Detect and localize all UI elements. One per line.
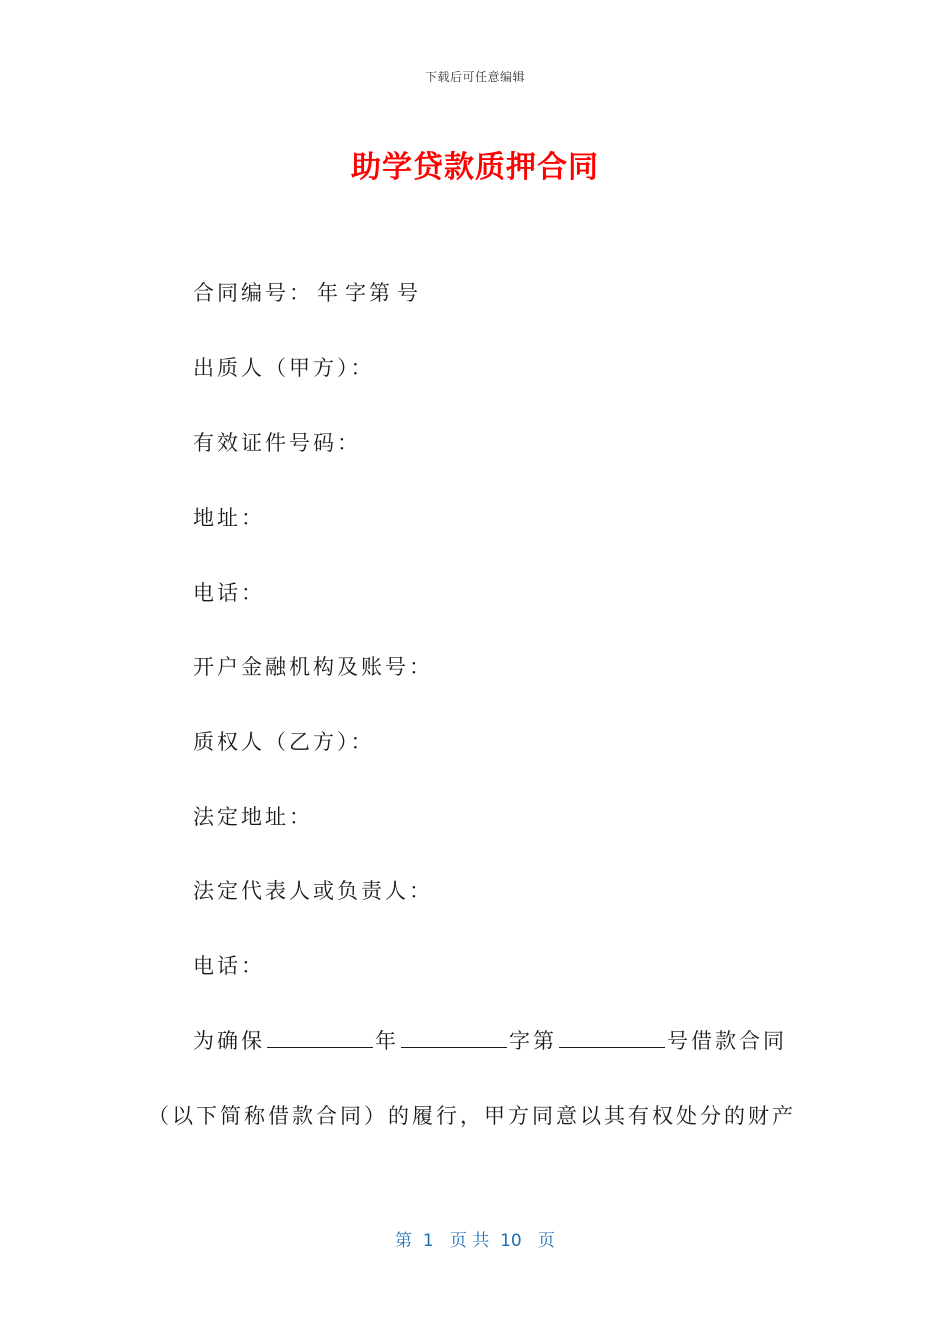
- id-number-label: 有效证件号码：: [193, 431, 361, 455]
- id-number-line: [193, 425, 365, 461]
- page-footer: 第 1 页 共 10 页: [395, 1231, 555, 1251]
- legal-rep-label: 法定代表人或负责人：: [193, 879, 433, 903]
- para1-char: 字第: [509, 1029, 557, 1053]
- address-label: 地址：: [193, 506, 265, 530]
- blank-line: [401, 1025, 507, 1048]
- para1-start: 为确保: [193, 1029, 265, 1053]
- bank-account-line: [193, 649, 437, 685]
- pledgor-line: [193, 350, 379, 386]
- contract-number-label: 合同编号：: [193, 281, 313, 305]
- phone2-label: 电话：: [193, 954, 265, 978]
- legal-address-label: 法定地址：: [193, 805, 313, 829]
- phone-line: [193, 575, 269, 611]
- pledgor-label: 出质人（甲方）：: [193, 356, 375, 380]
- pledgee-label: 质权人（乙方）：: [193, 730, 375, 754]
- document-title: 助学贷款质押合同: [351, 150, 599, 185]
- pledgee-line: [193, 724, 379, 760]
- blank-line: [559, 1025, 665, 1048]
- phone2-line: [193, 948, 269, 984]
- number-suffix-label: 号: [397, 281, 421, 305]
- paragraph-line-2: （以下简称借款合同）的履行，甲方同意以其有权处分的财产: [148, 1104, 796, 1128]
- blank-line: [267, 1025, 373, 1048]
- paragraph-line-1: [193, 1023, 787, 1059]
- address-line: [193, 500, 269, 536]
- legal-rep-line: [193, 873, 437, 909]
- year-label: 年: [317, 281, 341, 305]
- legal-address-line: [193, 799, 317, 835]
- header-note: 下载后可任意编辑: [424, 70, 525, 84]
- phone-label: 电话：: [193, 581, 265, 605]
- para1-year: 年: [375, 1029, 399, 1053]
- bank-account-label: 开户金融机构及账号：: [193, 655, 433, 679]
- para1-end: 号借款合同: [667, 1029, 787, 1053]
- char-number-label: 字第: [345, 281, 393, 305]
- contract-number-line: [193, 275, 421, 311]
